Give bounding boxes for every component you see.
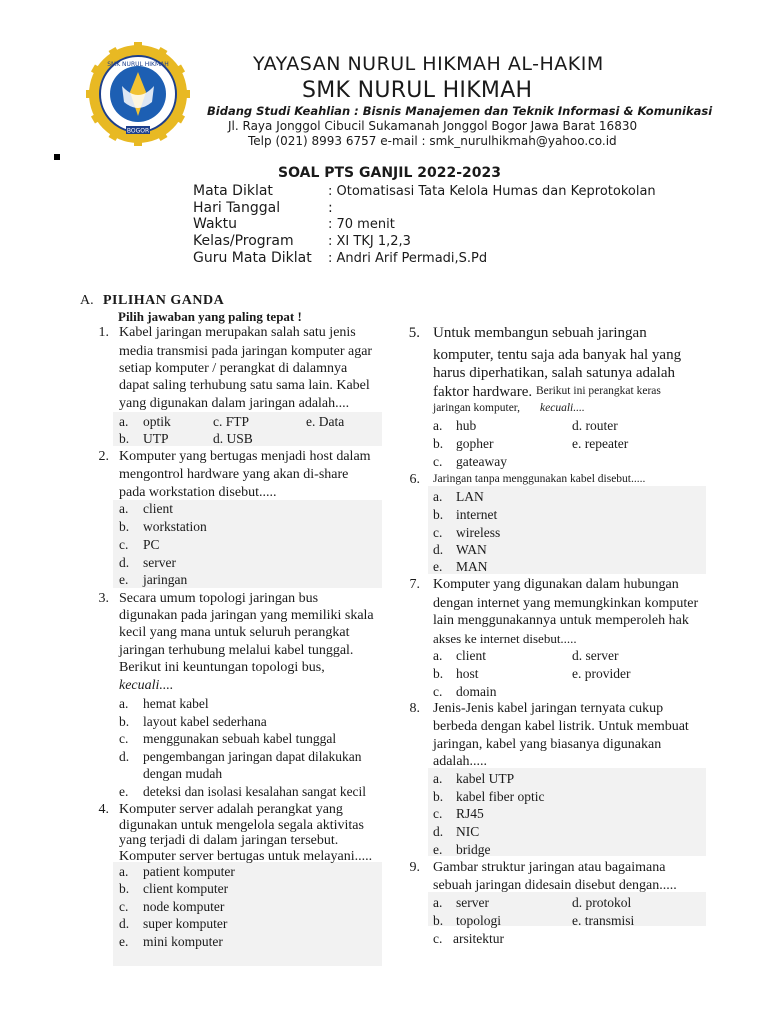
question-text: dengan internet yang memungkinkan komputer	[433, 596, 699, 611]
option-e: MAN	[456, 559, 488, 574]
question-text: Jenis-Jenis kabel jaringan ternyata cukup	[433, 701, 664, 716]
option-d: super komputer	[143, 916, 228, 931]
option-b: kabel fiber optic	[456, 789, 545, 804]
option-c: node komputer	[143, 899, 225, 914]
question-text: Jaringan tanpa menggunakan kabel disebut.....	[433, 473, 646, 485]
option-d: d. protokol	[572, 895, 632, 910]
option-b: gopher	[456, 436, 494, 451]
question-text: adalah.....	[433, 754, 488, 769]
question-text: Komputer yang bertugas menjadi host dalam	[119, 449, 371, 464]
option-e: bridge	[456, 842, 491, 857]
option-e: e. Data	[306, 414, 345, 429]
exam-title: SOAL PTS GANJIL 2022-2023	[278, 165, 502, 181]
option-letter: b.	[119, 881, 130, 896]
option-d: d. USB	[213, 431, 253, 446]
field-of-study: Bidang Studi Keahlian : Bisnis Manajemen dan Teknik Informasi & Komunikasi	[207, 104, 713, 118]
option-c: PC	[143, 537, 160, 552]
option-letter: a.	[433, 771, 443, 786]
option-c: c. FTP	[213, 414, 250, 429]
option-letter: e.	[119, 934, 129, 949]
option-b: topologi	[456, 913, 502, 928]
option-letter: a.	[119, 696, 129, 711]
info-label-class: Kelas/Program	[193, 233, 294, 249]
option-letter: a.	[433, 489, 443, 504]
option-letter: c.	[433, 525, 443, 540]
logo-top-text: SMK NURUL HIKMAH	[107, 61, 169, 68]
question-text: Komputer server bertugas untuk melayani.....	[119, 849, 373, 864]
school-contact: Telp (021) 8993 6757 e-mail : smk_nurulhikmah@yahoo.co.id	[248, 134, 617, 148]
option-d: WAN	[456, 542, 487, 557]
school-logo	[86, 42, 190, 146]
option-letter: a.	[433, 895, 443, 910]
option-a: client	[456, 648, 486, 663]
option-letter: b.	[433, 913, 444, 928]
option-letter: b.	[119, 431, 130, 446]
logo-bottom-text: BOGOR	[126, 127, 150, 135]
option-letter: b.	[433, 789, 444, 804]
bullet-marker	[54, 154, 60, 160]
question-number: 4.	[98, 802, 109, 817]
option-letter: a.	[433, 648, 443, 663]
info-label-date: Hari Tanggal	[193, 200, 281, 216]
info-label-time: Waktu	[193, 216, 237, 232]
option-c: domain	[456, 684, 497, 699]
option-letter: a.	[119, 414, 129, 429]
option-a: hub	[456, 418, 477, 433]
option-e: e. repeater	[572, 436, 629, 451]
question-text: Komputer yang digunakan dalam hubungan	[433, 577, 679, 592]
option-d: server	[143, 555, 176, 570]
school-address: Jl. Raya Jonggol Cibucil Sukamanah Jonggol Bogor Jawa Barat 16830	[228, 119, 638, 133]
school-name: SMK NURUL HIKMAH	[302, 78, 533, 103]
section-title: PILIHAN GANDA	[103, 293, 225, 308]
option-d-continued: dengan mudah	[143, 766, 223, 781]
section-letter: A.	[80, 293, 94, 308]
info-value-teacher: : Andri Arif Permadi,S.Pd	[328, 251, 488, 266]
option-letter: c.	[433, 684, 443, 699]
question-text: media transmisi pada jaringan komputer agar	[119, 344, 373, 359]
option-c: menggunakan sebuah kabel tunggal	[143, 731, 337, 746]
option-b: client komputer	[143, 881, 229, 896]
option-b: host	[456, 666, 479, 681]
question-text: dapat saling terhubung satu sama lain. Kabel	[119, 378, 370, 393]
question-number: 2.	[98, 449, 109, 464]
question-text: lain menggunakannya untuk memperoleh hak	[433, 613, 689, 628]
option-a: optik	[143, 414, 171, 429]
option-letter: a.	[433, 418, 443, 433]
question-text: Berikut ini perangkat keras	[536, 385, 661, 397]
option-c: gateaway	[456, 454, 507, 469]
option-letter: b.	[433, 436, 444, 451]
section-instruction: Pilih jawaban yang paling tepat !	[118, 309, 302, 324]
option-d: d. server	[572, 648, 619, 663]
question-text: pada workstation disebut.....	[119, 485, 277, 500]
question-text: Komputer server adalah perangkat yang	[119, 802, 343, 817]
question-number: 1.	[98, 325, 109, 340]
option-e: e. transmisi	[572, 913, 635, 928]
info-label-teacher: Guru Mata Diklat	[193, 250, 312, 266]
option-letter: a.	[119, 864, 129, 879]
info-value-subject: : Otomatisasi Tata Kelola Humas dan Keprotokolan	[328, 184, 656, 199]
option-c: arsitektur	[453, 931, 504, 946]
question-text: jaringan komputer,	[433, 402, 521, 414]
option-e: jaringan	[143, 572, 188, 587]
question-text: Secara umum topologi jaringan bus	[119, 591, 319, 606]
question-text: berbeda dengan kabel listrik. Untuk membuat	[433, 719, 689, 734]
question-text: yang terjadi di dalam jaringan tersebut.	[119, 833, 339, 848]
option-e: e. provider	[572, 666, 631, 681]
option-d: d. router	[572, 418, 618, 433]
option-c: RJ45	[456, 806, 484, 821]
option-letter: e.	[119, 784, 129, 799]
option-a: LAN	[456, 489, 484, 504]
option-letter: b.	[119, 714, 130, 729]
info-label-subject: Mata Diklat	[193, 183, 273, 199]
option-letter: d.	[433, 542, 444, 557]
option-letter: d.	[433, 824, 444, 839]
option-c: wireless	[456, 525, 501, 540]
option-letter: d.	[119, 555, 130, 570]
option-a: hemat kabel	[143, 696, 209, 711]
option-letter: e.	[433, 842, 443, 857]
option-letter: b.	[119, 519, 130, 534]
option-letter: c.	[433, 806, 443, 821]
question-text: kecil yang mana untuk seluruh perangkat	[119, 625, 350, 640]
option-letter: a.	[119, 501, 129, 516]
question-number: 6.	[409, 472, 420, 487]
option-a: kabel UTP	[456, 771, 515, 786]
question-text: harus diperhatikan, salah satunya adalah	[433, 365, 675, 381]
question-text: jaringan, kabel yang biasanya digunakan	[433, 737, 662, 752]
option-letter: b.	[433, 666, 444, 681]
option-letter: e.	[119, 572, 129, 587]
foundation-name: YAYASAN NURUL HIKMAH AL-HAKIM	[253, 53, 604, 75]
option-e: deteksi dan isolasi kesalahan sangat kecil	[143, 784, 367, 799]
option-letter: d.	[119, 749, 130, 764]
question-text: yang digunakan dalam jaringan adalah....	[119, 396, 350, 411]
question-text: akses ke internet disebut.....	[433, 631, 577, 646]
question-text: Kabel jaringan merupakan salah satu jenis	[119, 325, 356, 340]
info-value-date: :	[328, 200, 333, 216]
question-number: 7.	[409, 577, 420, 592]
question-number: 3.	[98, 591, 109, 606]
info-value-time: : 70 menit	[328, 217, 395, 232]
question-text: digunakan untuk mengelola segala aktivitas	[119, 818, 364, 833]
option-b: workstation	[143, 519, 207, 534]
question-text: digunakan pada jaringan yang memiliki skala	[119, 608, 374, 623]
option-letter: c.	[433, 931, 443, 946]
question-text: setiap komputer / perangkat di dalamnya	[119, 361, 348, 376]
question-text: jaringan terhubung melalui kabel tunggal.	[119, 643, 354, 658]
option-letter: b.	[433, 507, 444, 522]
question-text: kecuali....	[119, 678, 174, 693]
question-text: kecuali....	[540, 402, 585, 414]
question-text: sebuah jaringan didesain disebut dengan.....	[433, 878, 677, 893]
question-text: mengontrol hardware yang akan di-share	[119, 467, 349, 482]
option-a: server	[456, 895, 489, 910]
option-d: NIC	[456, 824, 480, 839]
option-letter: c.	[433, 454, 443, 469]
option-b: internet	[456, 507, 498, 522]
option-letter: e.	[433, 559, 443, 574]
option-letter: c.	[119, 537, 129, 552]
option-b: UTP	[143, 431, 169, 446]
option-letter: c.	[119, 899, 129, 914]
question-text: Berikut ini keuntungan topologi bus,	[119, 660, 325, 675]
option-a: patient komputer	[143, 864, 235, 879]
info-value-class: : XI TKJ 1,2,3	[328, 234, 411, 249]
option-letter: c.	[119, 731, 129, 746]
option-letter: d.	[119, 916, 130, 931]
question-text: komputer, tentu saja ada banyak hal yang	[433, 347, 682, 363]
question-text: Gambar struktur jaringan atau bagaimana	[433, 860, 666, 875]
option-d: pengembangan jaringan dapat dilakukan	[143, 749, 362, 764]
question-number: 9.	[409, 860, 420, 875]
question-number: 5.	[408, 325, 420, 341]
question-text: Untuk membangun sebuah jaringan	[433, 325, 647, 341]
question-text: faktor hardware.	[433, 384, 533, 400]
question-number: 8.	[409, 701, 420, 716]
option-b: layout kabel sederhana	[143, 714, 267, 729]
option-a: client	[143, 501, 173, 516]
option-e: mini komputer	[143, 934, 223, 949]
